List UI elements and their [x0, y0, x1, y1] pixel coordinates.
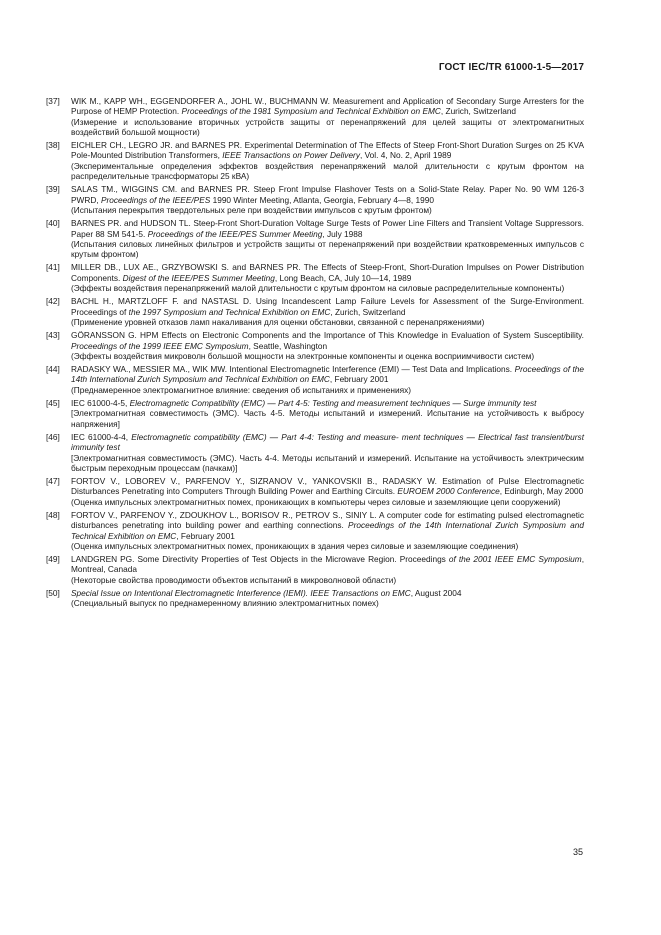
citation-italic-segment: Digest of the IEEE/PES Summer Meeting: [122, 272, 275, 283]
reference-citation: [71, 140, 584, 161]
reference-citation: [71, 262, 584, 283]
citation-italic-segment: IEEE Transactions on Power Delivery: [222, 150, 360, 161]
citation-italic-segment: EUROEM 2000 Conference: [397, 486, 500, 497]
citation-italic-segment: the 1997 Symposium and Technical Exhibition on EMC: [128, 306, 331, 317]
citation-segment: , Long Beach, CA, July 10—14, 1989: [274, 272, 412, 283]
reference-number: [45]: [46, 398, 60, 409]
reference-translation: [Электромагнитная совместимость (ЭМС). Часть 4-4. Методы испытаний и измерений. Испытание на устойчивость электрическим быстрым переходным процессам (пачкам)]: [71, 452, 584, 473]
reference-translation: (Специальный выпуск по преднамеренному влиянию электромагнитных помех): [71, 598, 379, 609]
reference-citation: [71, 364, 584, 385]
citation-segment: , Seattle, Washington: [248, 340, 328, 351]
citation-italic-segment: Special Issue on Intentional Electromagnetic Interference (IEMI). IEEE Transactions on EMC: [71, 588, 411, 599]
reference-item: [46, 432, 584, 473]
reference-item: [46, 554, 584, 585]
citation-italic-segment: of the 2001 IEEE EMC Symposium: [448, 554, 582, 565]
reference-translation: (Испытания силовых линейных фильтров и устройств защиты от перенапряжений при воздействии кратковременных импульсов с крутым фронтом): [71, 238, 584, 260]
reference-body: [71, 330, 584, 361]
citation-segment: MILLER DB., LUX AE., GRZYBOWSKI S. and BARNES PR. The Effects of Steep-Front, Short-Duration Impulses on Power Distribution Components.: [71, 262, 584, 283]
citation-segment: , February 2001: [176, 530, 235, 541]
reference-translation: (Измерение и использование вторичных устройств защиты от перенапряжений для целей защиты от электромагнитных воздействий большой мощности): [71, 116, 584, 137]
reference-item: [46, 262, 584, 293]
reference-item: [46, 296, 584, 327]
reference-translation: (Эффекты воздействия перенапряжений малой длительности с крутым фронтом на силовые распределительные компоненты): [71, 283, 565, 294]
reference-citation: [71, 96, 584, 117]
reference-body: [71, 96, 584, 137]
citation-italic-segment: Proceedings of the IEEE/PES: [100, 194, 211, 205]
reference-body: [71, 364, 584, 395]
reference-number: [50]: [46, 588, 60, 599]
reference-item: [46, 96, 584, 137]
reference-body: [71, 476, 584, 507]
citation-segment: IEC 61000-4-5,: [71, 398, 130, 409]
citation-segment: SALAS TM., WIGGINS CM. and BARNES PR. Steep Front Impulse Flashover Tests on a Solid-State Relay. Paper No. 90 WM 126-3 PWRD,: [71, 184, 584, 205]
citation-segment: , July 1988: [322, 228, 363, 239]
reference-translation: (Некоторые свойства проводимости объектов испытаний в микроволновой области): [71, 574, 397, 585]
reference-item: [46, 588, 584, 609]
reference-citation: [71, 510, 584, 541]
citation-segment: , Edinburgh, May 2000: [499, 486, 584, 497]
citation-segment: WIK M., KAPP WH., EGGENDORFER A., JOHL W., BUCHMANN W. Measurement and Application of Secondary Surge Arresters for the Purpose of HEMP Protection.: [71, 96, 584, 117]
reference-citation: [71, 296, 584, 317]
page-number: 35: [572, 847, 583, 857]
reference-number: [38]: [46, 140, 60, 151]
reference-citation: [71, 554, 584, 575]
reference-item: [46, 330, 584, 361]
reference-translation: (Преднамеренное электромагнитное влияние: сведения об испытаниях и применениях): [71, 384, 411, 395]
reference-number: [42]: [46, 296, 60, 307]
reference-body: [71, 296, 584, 327]
citation-segment: LANDGREN PG. Some Directivity Properties of Test Objects in the Microwave Region. Proceedings: [71, 554, 449, 565]
citation-italic-segment: Proceedings of the IEEE/PES Summer Meeting: [147, 228, 323, 239]
reference-item: [46, 398, 584, 429]
citation-segment: FORTOV V., LOBOREV V., PARFENOV Y., SIZRANOV V., YANKOVSKII B., RADASKY W. Estimation of Pulse Electromagnetic Disturbances Penetrating into Computers Through Building Power and Earthing Circuits.: [71, 476, 584, 497]
reference-item: [46, 510, 584, 551]
reference-item: [46, 184, 584, 215]
reference-number: [41]: [46, 262, 60, 273]
reference-translation: (Оценка импульсных электромагнитных помех, проникающих в здания через силовые и заземляющие соединения): [71, 540, 519, 551]
reference-number: [47]: [46, 476, 60, 487]
reference-number: [43]: [46, 330, 60, 341]
citation-italic-segment: Proceedings of the 1981 Symposium and Technical Exhibition on EMC: [181, 106, 441, 117]
document-header: ГОСТ IEC/TR 61000-1-5—2017: [438, 62, 584, 73]
reference-citation: [71, 476, 584, 497]
reference-item: [46, 364, 584, 395]
reference-item: [46, 140, 584, 181]
reference-translation: (Оценка импульсных электромагнитных помех, проникающих в компьютеры через силовые и заземляющие цепи сооружений): [71, 496, 561, 507]
reference-number: [39]: [46, 184, 60, 195]
citation-segment: , Zurich, Switzerland: [330, 306, 406, 317]
reference-number: [37]: [46, 96, 60, 106]
reference-number: [40]: [46, 218, 60, 229]
citation-segment: , Zurich, Switzerland: [440, 106, 517, 117]
reference-item: [46, 476, 584, 507]
reference-body: [71, 262, 584, 293]
citation-segment: FORTOV V., PARFENOV Y., ZDOUKHOV L., BORISOV R., PETROV S., SINIY L. A computer code for estimating pulsed electromagnetic disturbances penetrating into building power and earthing connections.: [71, 509, 584, 531]
citation-segment: RADASKY WA., MESSIER MA., WIK MW. Intentional Electromagnetic Interference (EMI) — Test Data and Implications.: [71, 364, 515, 375]
reference-number: [48]: [46, 509, 60, 520]
reference-translation: (Испытания перекрытия твердотельных реле при воздействии импульсов с крутым фронтом): [71, 204, 432, 215]
reference-body: [71, 554, 584, 585]
citation-segment: IEC 61000-4-4,: [71, 431, 132, 442]
citation-segment: 1990 Winter Meeting, Atlanta, Georgia, February 4—8, 1990: [210, 194, 434, 205]
citation-segment: BARNES PR. and HUDSON TL. Steep-Front Short-Duration Voltage Surge Tests of Power Line Filters and Transient Voltage Suppressors. Paper 88 SM 541-5.: [71, 218, 584, 239]
reference-body: [71, 432, 584, 473]
citation-segment: GÖRANSSON G. HPM Effects on Electronic Components and the Importance of This Knowledge in Evaluation of System Susceptibility.: [71, 330, 584, 341]
reference-translation: (Применение уровней отказов ламп накаливания для оценки обстановки, связанной с перенапряжениями): [71, 316, 485, 327]
citation-italic-segment: Proceedings of the 14th International Zurich Symposium and Technical Exhibition on EMC: [71, 520, 584, 541]
reference-body: [71, 184, 584, 215]
reference-citation: [71, 330, 584, 351]
reference-citation: [71, 218, 584, 239]
reference-body: [71, 218, 584, 259]
reference-number: [46]: [46, 431, 60, 442]
reference-body: [71, 510, 584, 551]
reference-body: [71, 588, 584, 609]
citation-segment: , August 2004: [410, 588, 462, 599]
citation-italic-segment: Proceedings of the 14th International Zurich Symposium and Technical Exhibition on EMC: [71, 364, 585, 385]
reference-number: [44]: [46, 364, 60, 375]
reference-list: [46, 96, 584, 612]
reference-translation: (Эффекты воздействия микроволн большой мощности на электронные компоненты и оценка восприимчивости систем): [71, 350, 535, 361]
reference-citation: [71, 588, 584, 598]
reference-translation: (Экспериментальные определения эффектов воздействия перенапряжений малой длительности с крутым фронтом на распределительные трансформаторы 25 кВА): [71, 160, 584, 182]
reference-citation: [71, 398, 584, 408]
citation-segment: , Vol. 4, No. 2, April 1989: [359, 150, 452, 161]
citation-segment: , Montreal, Canada: [71, 554, 584, 575]
citation-italic-segment: Proceedings of the 1999 IEEE EMC Symposium: [71, 340, 249, 351]
citation-segment: EICHLER CH., LEGRO JR. and BARNES PR. Experimental Determination of The Effects of Steep Front-Short Duration Surges on 25 KVA Pole-Mounted Distribution Transformers,: [71, 140, 584, 161]
citation-segment: BACHL H., MARTZLOFF F. and NASTASL D. Using Incandescent Lamp Failure Levels for Assessment of the Surge-Environment. Proceedings of: [71, 296, 584, 317]
reference-translation: [Электромагнитная совместимость (ЭМС). Часть 4-5. Методы испытаний и измерений. Испытание на устойчивость к выбросу напряжения]: [71, 408, 584, 429]
citation-italic-segment: Electromagnetic Compatibility (EMC) — Part 4-5: Testing and measurement techniques — Surge immunity test: [129, 398, 537, 409]
reference-citation: [71, 432, 584, 453]
reference-body: [71, 398, 584, 429]
reference-citation: [71, 184, 584, 205]
citation-segment: , February 2001: [329, 374, 389, 385]
citation-italic-segment: Electromagnetic compatibility (EMC) — Part 4-4: Testing and measure- ment techniques — Electrical fast transient/burst immunity test: [71, 431, 585, 453]
reference-number: [49]: [46, 554, 60, 565]
reference-body: [71, 140, 584, 181]
reference-item: [46, 218, 584, 259]
